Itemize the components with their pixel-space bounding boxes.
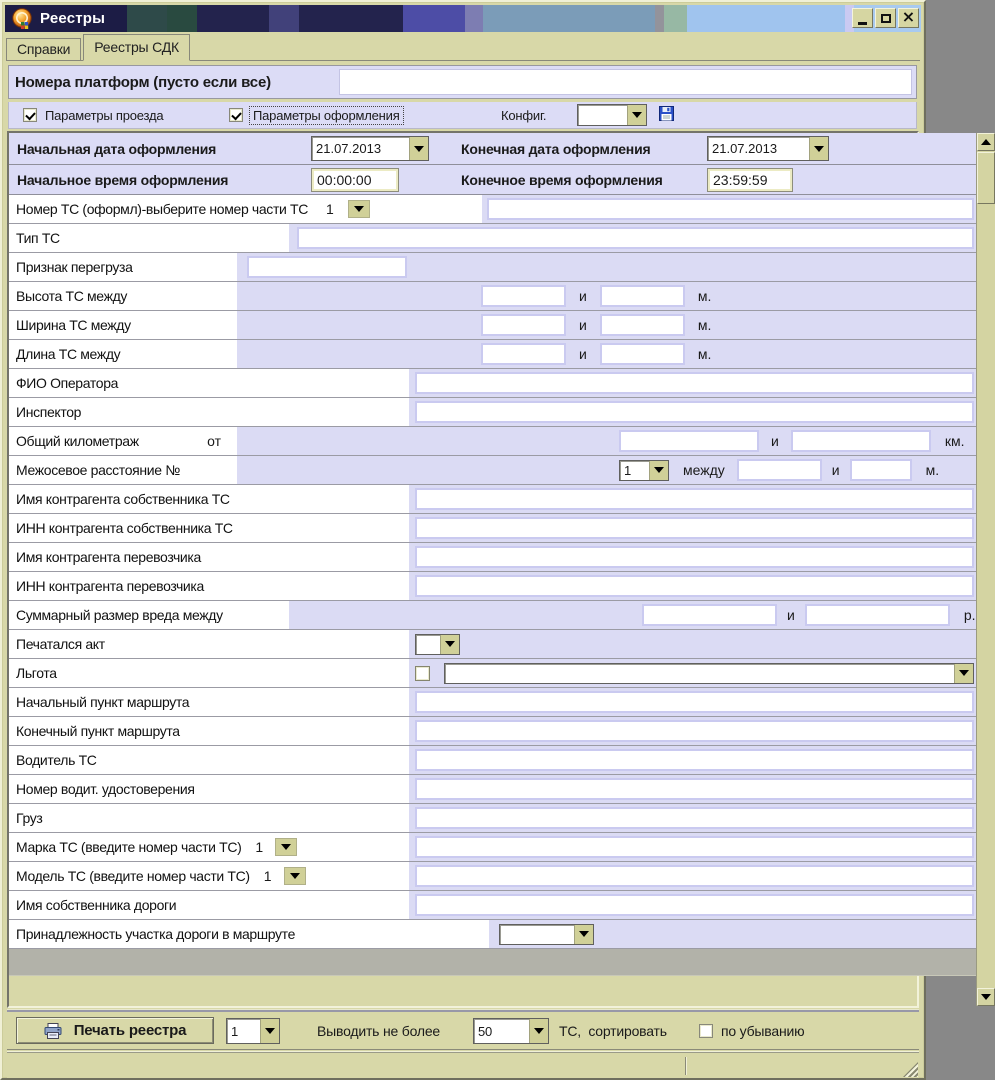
issue-params-checkbox[interactable] [229,108,243,122]
row-label-cell [9,717,409,745]
row-label: Принадлежность участка дороги в маршруте [16,926,296,942]
filter-row [9,253,976,282]
row-label-cell [9,688,409,716]
row-label-cell [9,224,289,252]
text-input[interactable] [415,372,974,394]
chevron-down-icon[interactable] [954,664,973,683]
status-bar [7,1052,919,1078]
filter-rows [9,195,976,949]
text-input[interactable] [415,546,974,568]
row-label: Суммарный размер вреда между [16,607,223,623]
row-label: Длина ТС между [16,346,121,362]
sort-label: ТС, сортировать [559,1023,667,1039]
row-label: Высота ТС между [16,288,128,304]
filter-row [9,398,976,427]
row-label: Имя собственника дороги [16,897,177,913]
chevron-down-icon[interactable] [627,105,646,125]
text-input[interactable] [415,807,974,829]
row-label-cell [9,601,289,629]
text-input[interactable] [600,343,685,365]
tab-strip [6,33,920,61]
scroll-down-button[interactable] [977,988,995,1006]
floppy-save-icon [659,106,674,121]
chevron-down-icon[interactable] [649,461,668,480]
row-label: Льгота [16,665,57,681]
row-label-cell [9,920,489,948]
row-unit-label: 1 [263,868,272,884]
text-input[interactable] [737,459,822,481]
row-unit-label: м. [697,288,712,304]
row-label: Груз [16,810,43,826]
start-date-label: Начальная дата оформления [17,140,217,157]
row-label-cell [9,456,237,484]
row-label-cell [9,398,409,426]
filter-row [9,195,976,224]
options-row [8,102,917,129]
chevron-down-icon[interactable] [409,137,428,160]
vertical-scrollbar[interactable] [976,133,995,1006]
row-label-cell [9,485,409,513]
row-label-cell [9,572,409,600]
row-label-cell [9,369,409,397]
chevron-down-icon[interactable] [275,838,297,856]
row-label: ИНН контрагента перевозчика [16,578,204,594]
row-checkbox[interactable] [415,666,430,681]
row-label: Начальный пункт маршрута [16,694,190,710]
travel-params-label: Параметры проезда [45,107,164,123]
text-input[interactable] [415,749,974,771]
save-config-button[interactable] [659,106,674,124]
filter-row [9,775,976,804]
text-input[interactable] [415,836,974,858]
filter-row [9,427,976,456]
text-input[interactable] [600,285,685,307]
text-input[interactable] [415,401,974,423]
end-time-label: Конечное время оформления [461,171,663,188]
descending-checkbox[interactable] [699,1024,713,1038]
row-label: Признак перегруза [16,259,133,275]
text-input[interactable] [415,865,974,887]
platforms-label: Номера платформ (пусто если все) [15,73,271,91]
chevron-down-icon[interactable] [809,137,828,160]
row-label-cell [9,630,409,658]
filter-row [9,572,976,601]
filter-row [9,630,976,659]
text-input[interactable] [805,604,950,626]
dropdown[interactable] [444,663,974,684]
chevron-down-icon[interactable] [440,635,459,654]
row-label-cell [9,775,409,803]
filter-row [9,659,976,688]
row-label-cell [9,282,237,310]
row-label: Тип ТС [16,230,60,246]
text-input[interactable] [415,517,974,539]
end-date-picker[interactable]: 21.07.2013 [707,136,829,161]
row-label: Имя контрагента собственника ТС [16,491,230,507]
row-unit-label: 1 [255,839,264,855]
date-period-row [9,133,976,165]
row-label: Печатался акт [16,636,105,652]
minimize-button[interactable] [852,8,873,28]
close-icon: × [901,7,916,26]
start-date-picker[interactable]: 21.07.2013 [311,136,429,161]
row-label-cell [9,659,409,687]
row-label: Номер ТС (оформл)-выберите номер части ТС [16,201,308,217]
row-label-cell [9,804,409,832]
text-input[interactable] [415,894,974,916]
row-label: Общий километраж [16,433,139,449]
filter-row [9,514,976,543]
filter-row [9,456,976,485]
text-input[interactable] [415,778,974,800]
row-unit-label: р. [963,607,976,623]
filter-form [7,131,976,1008]
text-input[interactable] [415,575,974,597]
bottom-toolbar [7,1010,919,1050]
arrow-up-icon [981,139,991,145]
grid-filler [9,949,976,976]
filter-row [9,311,976,340]
close-button[interactable] [898,8,919,28]
row-label-cell [9,514,409,542]
minimize-icon [858,22,867,25]
filter-row [9,920,976,949]
tab-reestry-sdk[interactable]: Реестры СДК [83,34,190,61]
text-input[interactable] [791,430,931,452]
row-unit-label: км. [944,433,965,449]
filter-row [9,601,976,630]
end-time-input[interactable]: 23:59:59 [707,168,793,192]
chevron-down-icon[interactable] [348,200,370,218]
issue-params-label: Параметры оформления [249,106,404,125]
platforms-input[interactable] [339,69,912,95]
text-input[interactable] [481,314,566,336]
row-label: Имя контрагента перевозчика [16,549,201,565]
row-label-cell [9,195,482,223]
row-label-cell [9,891,409,919]
row-unit-label: и [579,288,587,304]
filter-row [9,688,976,717]
row-unit-label: и [831,462,840,478]
dropdown[interactable] [415,634,460,655]
text-input[interactable] [487,198,974,220]
row-unit-label: между [683,462,725,478]
filter-row [9,543,976,572]
printer-icon [44,1023,62,1039]
arrow-down-icon [981,994,991,1000]
row-label: Номер водит. удостоверения [16,781,195,797]
maximize-button[interactable] [875,8,896,28]
dropdown[interactable] [499,924,594,945]
maximize-icon [881,14,891,23]
text-input[interactable] [415,488,974,510]
row-label: Водитель ТС [16,752,97,768]
filter-row [9,224,976,253]
row-unit-label: м. [697,317,712,333]
text-input[interactable] [642,604,777,626]
resize-grip[interactable] [903,1062,918,1077]
row-unit-label: и [579,346,587,362]
start-time-input[interactable]: 00:00:00 [311,168,399,192]
row-label: Конечный пункт маршрута [16,723,180,739]
filter-row [9,717,976,746]
limit-combobox[interactable]: 50 [473,1018,549,1044]
row-unit-label: и [771,433,779,449]
travel-params-checkbox[interactable] [23,108,37,122]
filter-row [9,340,976,369]
chevron-down-icon[interactable] [260,1019,279,1043]
chevron-down-icon[interactable] [284,867,306,885]
chevron-down-icon[interactable] [529,1019,548,1043]
row-unit-label: м. [925,462,940,478]
chevron-down-icon[interactable] [574,925,593,944]
text-input[interactable] [481,343,566,365]
row-unit-label: и [579,317,587,333]
text-input[interactable] [619,430,759,452]
filter-row [9,746,976,775]
row-sublabel: от [207,433,221,449]
row-label-cell [9,340,237,368]
titlebar [5,5,921,32]
scroll-up-button[interactable] [977,133,995,151]
row-unit-label: м. [697,346,712,362]
filter-row [9,804,976,833]
row-label: Модель ТС (введите номер части ТС) [16,868,250,884]
filter-row [9,282,976,311]
row-label: Инспектор [16,404,82,420]
text-input[interactable] [481,285,566,307]
row-label-cell [9,543,409,571]
filter-row [9,833,976,862]
row-label: Марка ТС (введите номер части ТС) [16,839,242,855]
row-label-cell [9,833,409,861]
text-input[interactable] [600,314,685,336]
row-label-cell [9,427,237,455]
app-icon [11,8,33,30]
text-input[interactable] [415,720,974,742]
text-input[interactable] [297,227,974,249]
row-label: Межосевое расстояние № [16,462,180,478]
row-label-cell [9,311,237,339]
filter-row [9,862,976,891]
row-label-cell [9,746,409,774]
status-divider [685,1057,687,1075]
filter-row [9,369,976,398]
descending-label: по убыванию [721,1023,805,1039]
filter-row [9,891,976,920]
config-combobox[interactable] [577,104,647,126]
row-unit-label: 1 [326,201,334,217]
limit-label: Выводить не более [317,1023,440,1039]
window-title: Реестры [40,10,106,27]
copies-combobox[interactable]: 1 [226,1018,280,1044]
config-label: Конфиг. [501,107,547,123]
row-label: ФИО Оператора [16,375,119,391]
row-label: ИНН контрагента собственника ТС [16,520,233,536]
text-input[interactable] [415,691,974,713]
print-registry-button[interactable]: Печать реестра [16,1017,214,1044]
text-input[interactable] [850,459,912,481]
start-time-label: Начальное время оформления [17,171,229,188]
platforms-row [8,65,917,99]
row-label-cell [9,862,409,890]
row-label: Ширина ТС между [16,317,131,333]
dropdown[interactable]: 1 [619,460,669,481]
tab-spravki[interactable]: Справки [6,38,81,60]
scrollbar-thumb[interactable] [977,152,995,204]
row-label-cell [9,253,237,281]
end-date-label: Конечная дата оформления [461,140,651,157]
row-unit-label: и [787,607,795,623]
time-period-row [9,165,976,195]
text-input[interactable] [247,256,407,278]
filter-row [9,485,976,514]
